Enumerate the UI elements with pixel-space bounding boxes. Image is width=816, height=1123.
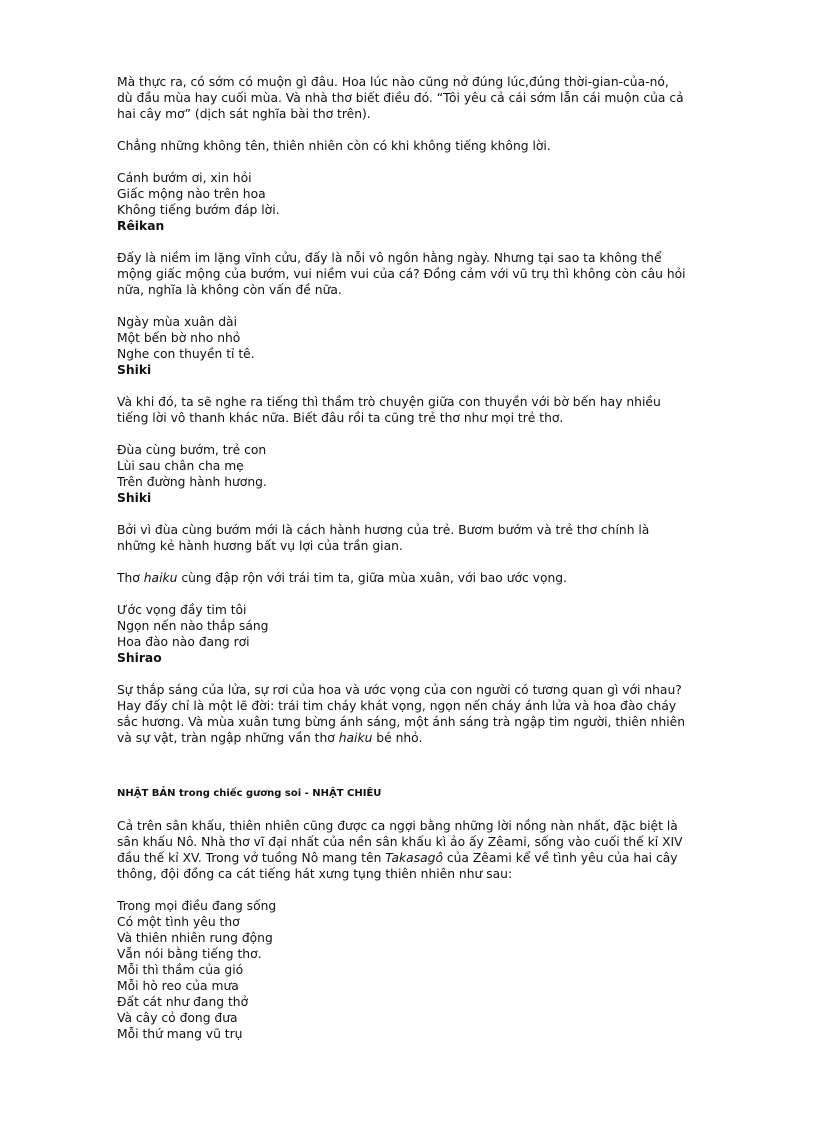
spacer [117,378,767,394]
text-line: Cánh bướm ơi, xin hỏi [117,171,252,185]
spacer [117,746,767,786]
text-line: Không tiếng bướm đáp lời. [117,203,280,217]
poem-shirao [117,602,767,666]
para-2 [117,138,767,154]
para-1 [117,74,767,122]
para-7 [117,682,767,746]
poem-author: Rêikan [117,219,165,233]
spacer [117,122,767,138]
section-heading: NHẬT BẢN trong chiếc gương soi - NHẬT CHIÊU [117,788,382,799]
text-line: Và khi đó, ta sẽ nghe ra tiếng thì thầm trò chuyện giữa con thuyền với bờ bến hay nhiều [117,395,661,409]
text-line: Mỗi thứ mang vũ trụ [117,1027,243,1041]
text-line: Đất cát như đang thở [117,995,249,1009]
para-8 [117,818,767,882]
spacer [117,426,767,442]
text-line: Và thiên nhiên rung động [117,931,273,945]
text-line: Hoa đào nào đang rơi [117,635,250,649]
text-line: Chẳng những không tên, thiên nhiên còn có khi không tiếng không lời. [117,139,551,153]
spacer [117,554,767,570]
text-line: mộng giấc mộng của bướm, vui niềm vui của cá? Đồng cảm với vũ trụ thì không còn câu hỏi [117,267,686,281]
poem-reikan [117,170,767,234]
spacer [117,154,767,170]
text-line: Nghe con thuyền tỉ tê. [117,347,255,361]
italic-term: haiku [338,731,373,745]
poem-shiki-2 [117,442,767,506]
spacer [117,666,767,682]
spacer [117,234,767,250]
text-line: Mà thực ra, có sớm có muộn gì đâu. Hoa lúc nào cũng nở đúng lúc,đúng thời-gian-của-nó, [117,75,669,89]
text-line: Ước vọng đầy tim tôi [117,603,247,617]
text-line: và sự vật, tràn ngập những vần thơ haiku bé nhỏ. [117,731,423,745]
spacer [117,586,767,602]
text-line: Mỗi thì thầm của gió [117,963,244,977]
spacer [117,298,767,314]
text-line: Có một tình yêu thơ [117,915,240,929]
para-4 [117,394,767,426]
text-line: nữa, nghĩa là không còn vấn đề nữa. [117,283,342,297]
poem-takasago [117,898,767,1042]
spacer [117,882,767,898]
text-line: hai cây mơ” (dịch sát nghĩa bài thơ trên). [117,107,371,121]
text-line: Cả trên sân khấu, thiên nhiên cũng được ca ngợi bằng những lời nồng nàn nhất, đặc biệt là [117,819,678,833]
text-line: sắc hương. Và mùa xuân tưng bừng ánh sáng, một ánh sáng trà ngập tim người, thiên nhiên [117,715,686,729]
para-6: Thơ haiku cùng đập rộn với trái tim ta, giữa mùa xuân, với bao ước vọng. [117,571,567,585]
document-page [117,74,767,1042]
text-line: Đùa cùng bướm, trẻ con [117,443,267,457]
text-line: Ngọn nến nào thắp sáng [117,619,269,633]
text-line: Mỗi hò reo của mưa [117,979,239,993]
text-line: tiếng lời vô thanh khác nữa. Biết đâu rồi ta cũng trẻ thơ như mọi trẻ thơ. [117,411,564,425]
text-line: thông, đội đồng ca cát tiếng hát xưng tụng thiên nhiên như sau: [117,867,513,881]
para-5 [117,522,767,554]
text-line: Hay đấy chỉ là một lẽ đời: trái tim cháy khát vọng, ngọn nến cháy ánh lửa và hoa đào cháy [117,699,677,713]
text-line: sân khấu Nô. Nhà thơ vĩ đại nhất của nền sân khấu kì ảo ấy Zêami, sống vào cuối thế kỉ XIV [117,835,683,849]
text-line: Trên đường hành hương. [117,475,267,489]
text-line: Trong mọi điều đang sống [117,899,277,913]
para-3 [117,250,767,298]
italic-term: Takasagô [385,851,443,865]
text-line: những kẻ hành hương bất vụ lợi của trần gian. [117,539,403,553]
text-line: Ngày mùa xuân dài [117,315,238,329]
spacer [117,802,767,818]
text-line: Một bến bờ nho nhỏ [117,331,241,345]
poem-author: Shiki [117,491,152,505]
text-line: Bởi vì đùa cùng bướm mới là cách hành hương của trẻ. Bươm bướm và trẻ thơ chính là [117,523,650,537]
text-line: dù đầu mùa hay cuối mùa. Và nhà thơ biết điều đó. “Tôi yêu cả cái sớm lẫn cái muộn của cả [117,91,684,105]
text-line: Giấc mộng nào trên hoa [117,187,266,201]
spacer [117,506,767,522]
text-line: Và cây cỏ đong đưa [117,1011,238,1025]
text-line: Đấy là niềm im lặng vĩnh cửu, đấy là nỗi vô ngôn hằng ngày. Nhưng tại sao ta không thể [117,251,662,265]
poem-author: Shirao [117,651,162,665]
text-line: Sự thắp sáng của lửa, sự rơi của hoa và ước vọng của con người có tương quan gì với nhau? [117,683,682,697]
text-line: Vẫn nói bằng tiếng thơ. [117,947,262,961]
poem-shiki-1 [117,314,767,378]
poem-author: Shiki [117,363,152,377]
text-line: đầu thế kỉ XV. Trong vở tuồng Nô mang tên Takasagô của Zêami kể về tình yêu của hai cây [117,851,678,865]
text-line: Lùi sau chân cha mẹ [117,459,244,473]
italic-term: haiku [143,571,178,585]
